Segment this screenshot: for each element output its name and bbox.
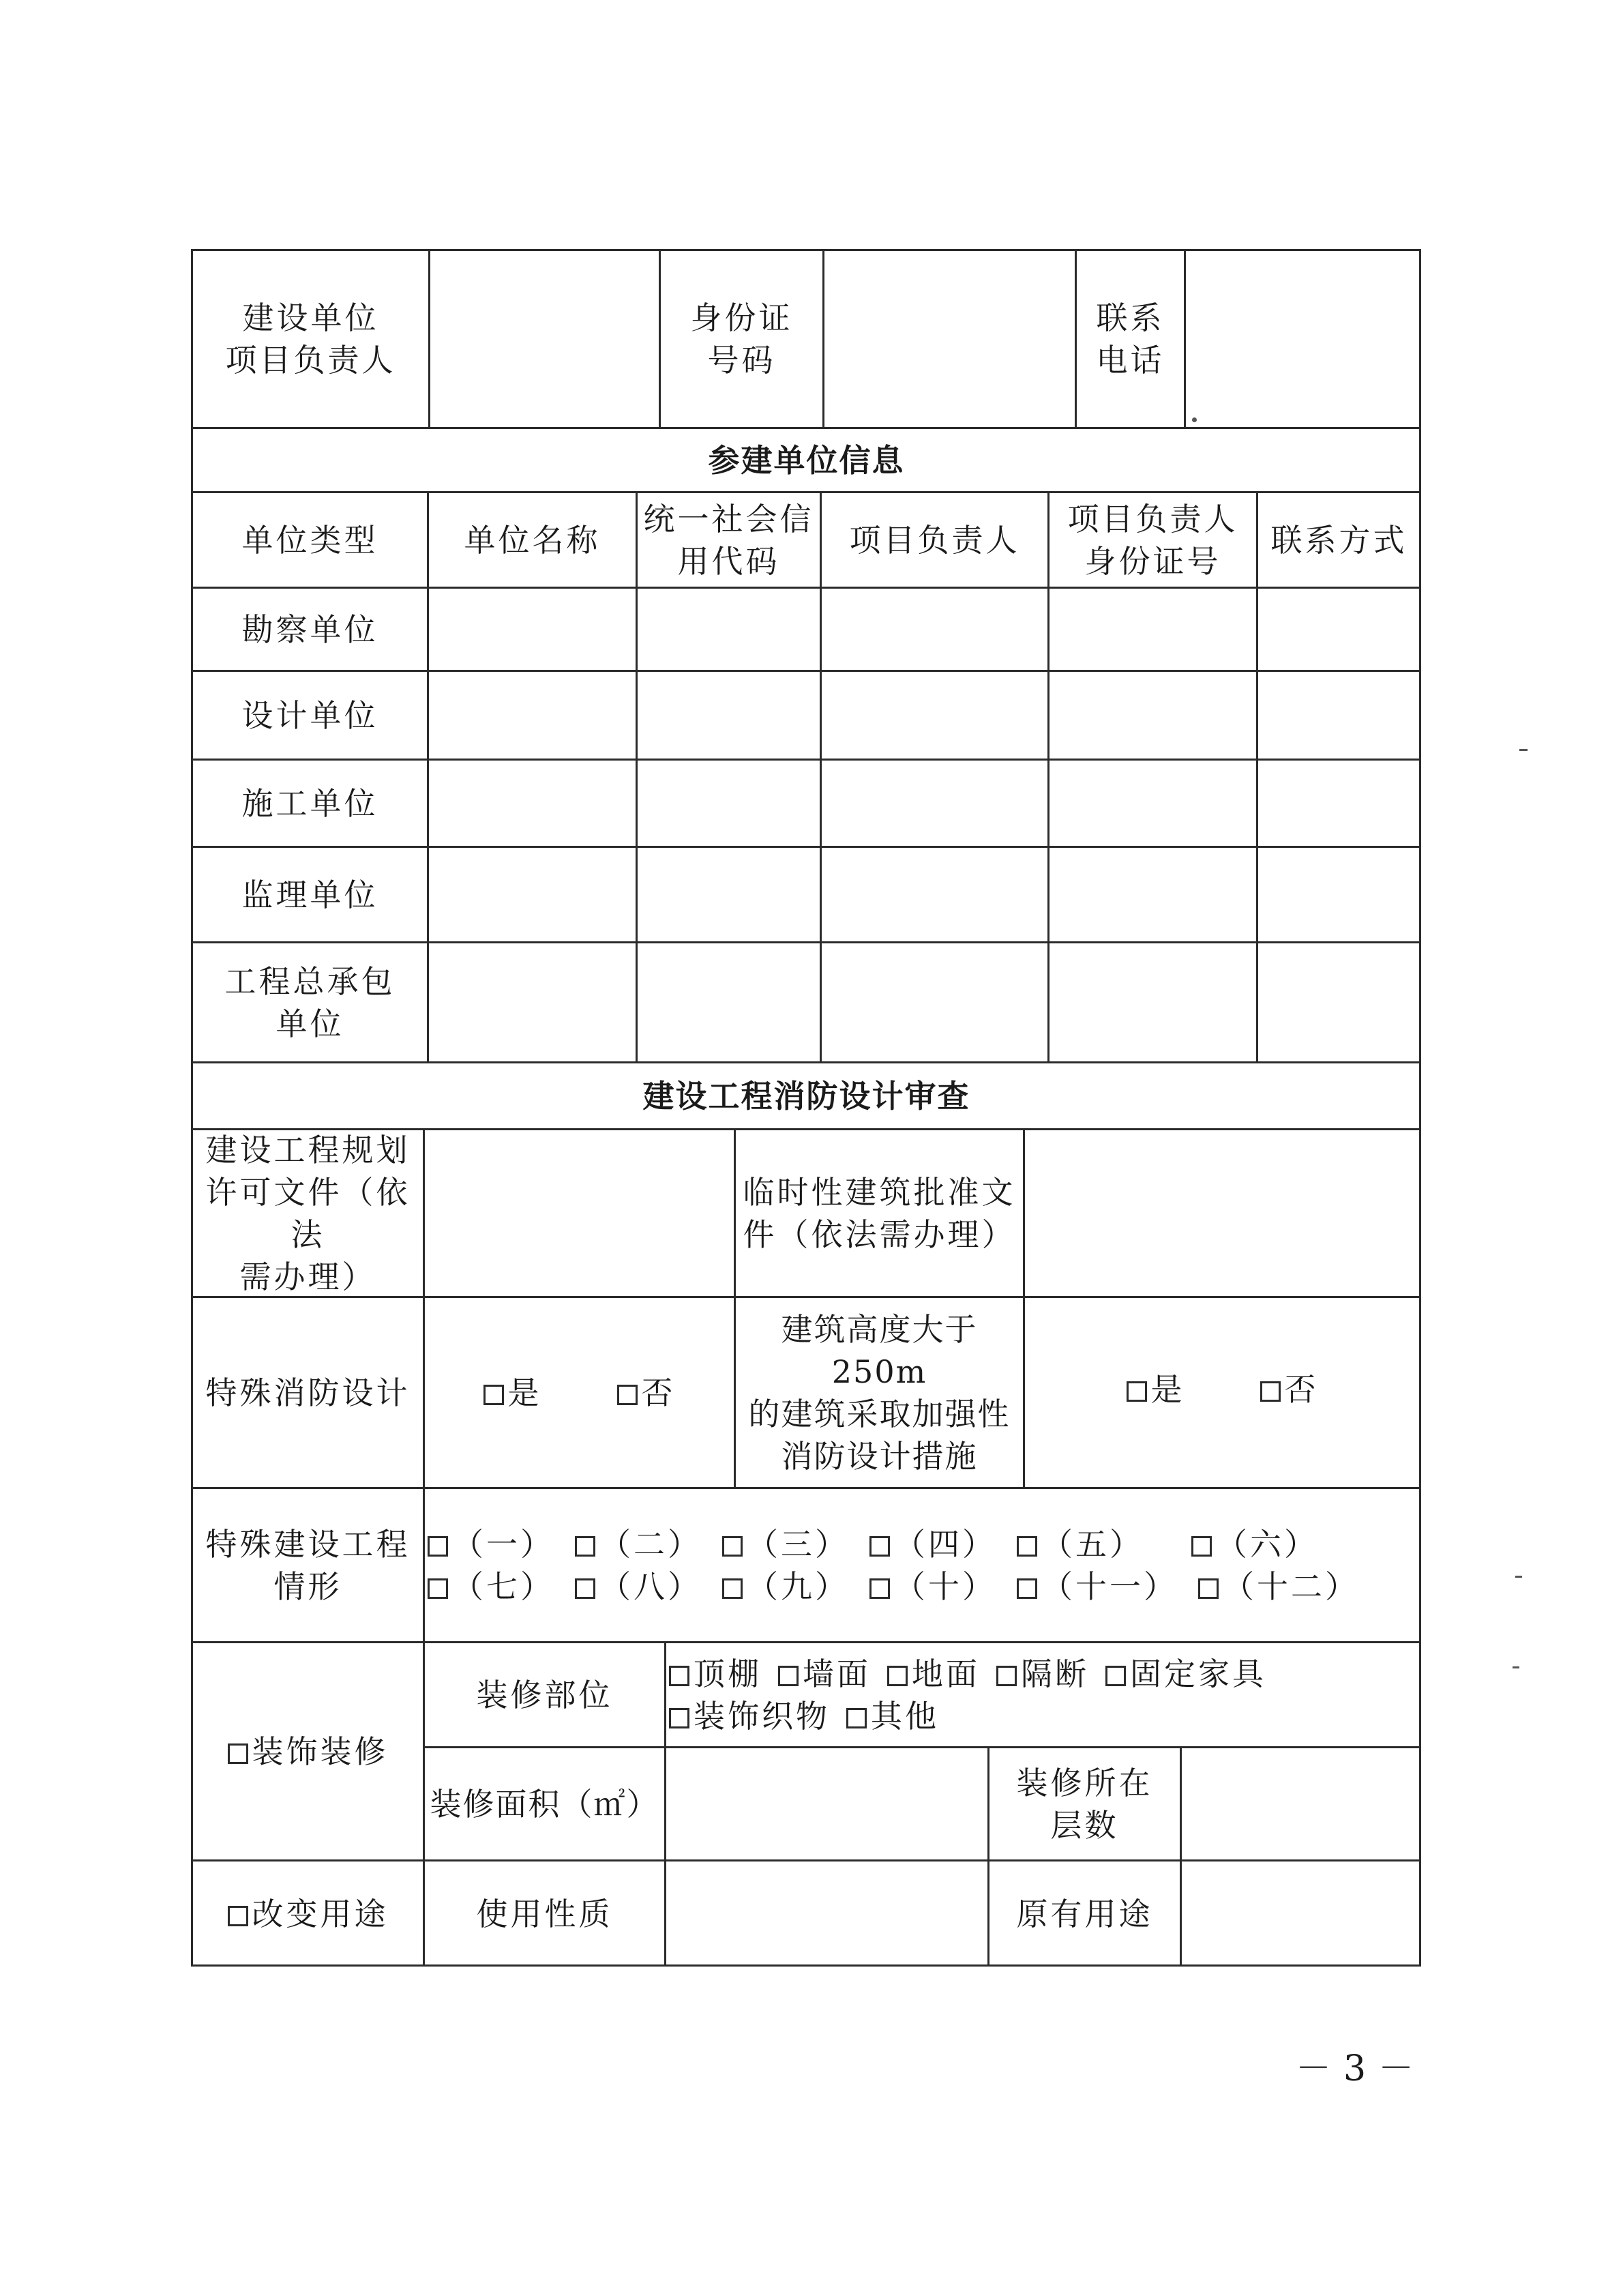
checkbox-icon[interactable] [1191,1536,1212,1557]
checkbox-icon[interactable] [1260,1381,1281,1402]
change-use-option[interactable]: 改变用途 [228,1893,389,1935]
checkbox-icon[interactable] [722,1578,743,1599]
checkbox-icon[interactable] [722,1536,743,1557]
part-partition[interactable]: 隔断 [996,1653,1089,1695]
case-4[interactable]: （四） [869,1523,996,1565]
case-2[interactable]: （二） [575,1523,702,1565]
case-5[interactable]: （五） [1017,1523,1144,1565]
row-design-unit: 设计单位 [241,696,378,734]
part-floor[interactable]: 地面 [887,1653,980,1695]
checkbox-icon[interactable] [575,1536,595,1557]
page-number: －3－ [1296,2048,1427,2089]
col-header-project-leader: 项目负责人 [849,521,1020,559]
temp-building-label: 临时性建筑批准文 件（依法需办理） [743,1173,1016,1253]
original-use-value[interactable] [1182,1861,1420,1967]
row-survey-unit: 勘察单位 [241,610,378,648]
row-general-contractor: 工程总承包 单位 [224,962,396,1042]
checkbox-icon[interactable] [428,1536,448,1557]
case-1[interactable]: （一） [428,1523,554,1565]
checkbox-icon[interactable] [1198,1578,1219,1599]
checkbox-icon[interactable] [228,1906,248,1926]
special-design-options [425,1298,734,1487]
decoration-area-label: 装修面积（㎡） [430,1785,659,1823]
project-leader-label: 建设单位 项目负责人 [225,299,396,379]
checkbox-icon[interactable] [996,1666,1017,1686]
temp-building-value[interactable] [1025,1130,1420,1296]
decoration-floor-value[interactable] [1182,1748,1420,1859]
case-7[interactable]: （七） [428,1565,554,1608]
planning-permit-value[interactable] [425,1130,734,1296]
high-rise-yes[interactable]: 是 [1127,1368,1185,1411]
part-wall[interactable]: 墙面 [778,1653,871,1695]
checkbox-icon[interactable] [669,1708,689,1728]
scan-speck [1515,1576,1522,1578]
checkbox-icon[interactable] [1127,1381,1147,1402]
original-use-label: 原有用途 [1016,1896,1153,1932]
decoration-label [193,1643,423,1859]
decoration-parts-options [666,1643,1420,1746]
checkbox-icon[interactable] [1017,1578,1037,1599]
checkbox-icon[interactable] [778,1666,799,1686]
case-11[interactable]: （十一） [1017,1565,1178,1608]
use-nature-value[interactable] [666,1861,987,1967]
special-project-label: 特殊建设工程 情形 [205,1525,411,1605]
part-ceiling[interactable]: 顶棚 [669,1653,762,1695]
high-rise-options [1025,1298,1420,1487]
case-10[interactable]: （十） [869,1565,996,1608]
checkbox-icon[interactable] [669,1666,689,1686]
special-design-yes[interactable]: 是 [483,1372,542,1414]
checkbox-icon[interactable] [428,1578,448,1599]
special-project-cases [425,1489,1420,1641]
row-supervision-unit: 监理单位 [241,876,378,913]
col-header-leader-id: 项目负责人 身份证号 [1067,500,1238,580]
checkbox-icon[interactable] [1105,1666,1126,1686]
row-construction-unit: 施工单位 [241,784,378,822]
col-header-unit-name: 单位名称 [464,521,601,559]
checkbox-icon[interactable] [887,1666,908,1686]
checkbox-icon[interactable] [869,1578,890,1599]
case-9[interactable]: （九） [722,1565,849,1608]
col-header-contact: 联系方式 [1270,521,1408,559]
participants-section-title: 参建单位信息 [708,441,905,479]
special-design-label: 特殊消防设计 [205,1374,411,1411]
case-3[interactable]: （三） [722,1523,849,1565]
checkbox-icon[interactable] [617,1385,638,1405]
use-nature-label: 使用性质 [476,1896,613,1932]
case-8[interactable]: （八） [575,1565,702,1608]
decoration-floor-label: 装修所在 层数 [1016,1764,1153,1844]
decoration-option[interactable]: 装饰装修 [228,1731,389,1773]
col-header-credit-code: 统一社会信 用代码 [643,500,814,580]
review-section-title: 建设工程消防设计审查 [642,1077,970,1115]
scan-speck [1513,1666,1519,1668]
part-fixed-furniture[interactable]: 固定家具 [1105,1653,1266,1695]
checkbox-icon[interactable] [228,1743,248,1764]
checkbox-icon[interactable] [575,1578,595,1599]
col-header-unit-type: 单位类型 [241,521,378,559]
checkbox-icon[interactable] [1017,1536,1037,1557]
decoration-parts-label: 装修部位 [476,1676,613,1713]
scan-speck [1519,749,1528,751]
phone-value[interactable] [1186,251,1420,427]
case-6[interactable]: （六） [1191,1523,1318,1565]
checkbox-icon[interactable] [869,1536,890,1557]
id-number-value[interactable] [824,251,1075,427]
change-use-label [193,1861,423,1967]
checkbox-icon[interactable] [846,1708,867,1728]
decoration-area-value[interactable] [666,1748,987,1859]
high-rise-no[interactable]: 否 [1260,1368,1319,1411]
part-other[interactable]: 其他 [846,1695,939,1737]
scan-speck [1192,417,1197,422]
phone-label: 联系 电话 [1096,299,1165,379]
planning-permit-label: 建设工程规划 许可文件（依法 需办理） [205,1131,411,1295]
part-fabric[interactable]: 装饰织物 [669,1695,830,1737]
special-design-no[interactable]: 否 [617,1372,676,1414]
project-leader-value[interactable] [430,251,659,427]
id-number-label: 身份证 号码 [690,299,793,379]
case-12[interactable]: （十二） [1198,1565,1359,1608]
high-rise-label: 建筑高度大于250m 的建筑采取加强性 消防设计措施 [748,1310,1011,1475]
checkbox-icon[interactable] [483,1385,504,1405]
